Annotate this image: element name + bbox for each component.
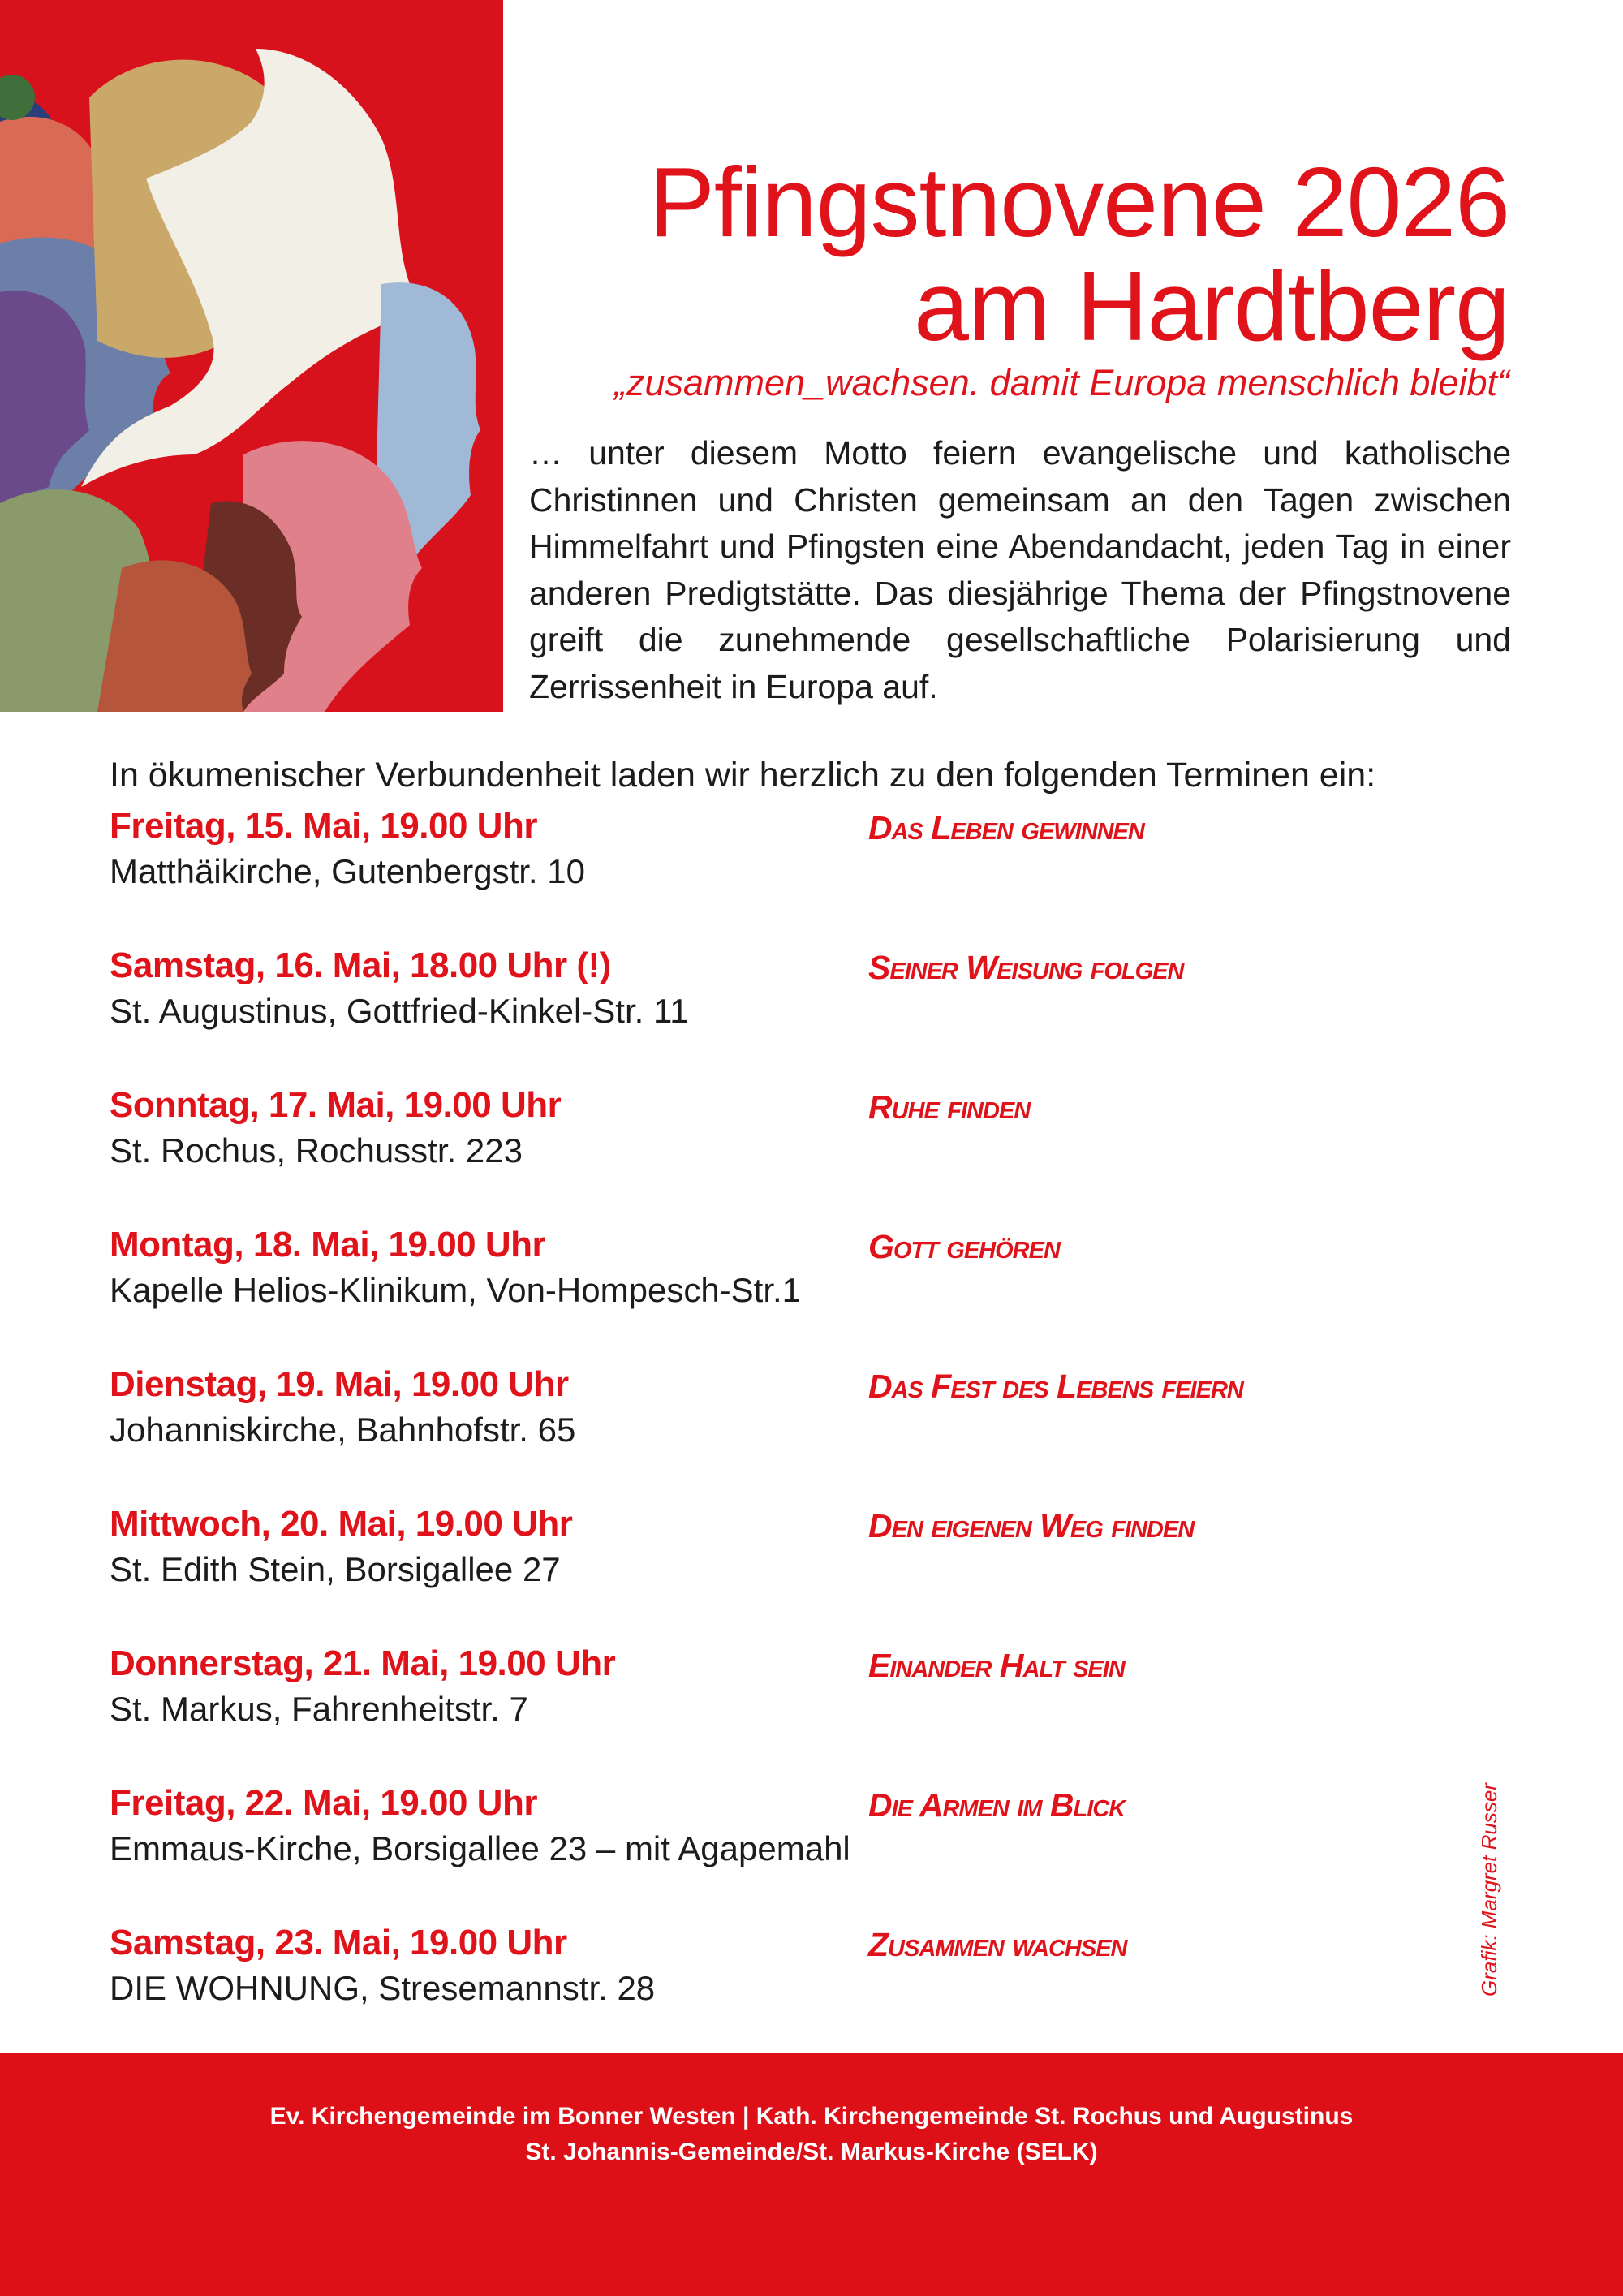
- event-item: [110, 1360, 1489, 1500]
- graphic-credit: Grafik: Margret Russer: [1477, 1783, 1501, 1997]
- event-theme: Den eigenen Weg finden: [868, 1507, 1195, 1544]
- event-theme: Zusammen wachsen: [868, 1926, 1127, 1963]
- event-list: [110, 802, 1489, 2058]
- footer-line-1: Ev. Kirchengemeinde im Bonner Westen | Kath. Kirchengemeinde St. Rochus und Augustinus: [269, 2103, 1354, 2130]
- event-date: Montag, 18. Mai, 19.00 Uhr: [110, 1225, 546, 1264]
- event-item: [110, 1779, 1489, 1919]
- event-place: St. Markus, Fahrenheitstr. 7: [110, 1690, 528, 1728]
- event-date: Samstag, 16. Mai, 18.00 Uhr (!): [110, 946, 611, 985]
- event-item: [110, 1221, 1489, 1360]
- title-line-1: Pfingstnovene 2026: [648, 147, 1509, 257]
- event-item: [110, 941, 1489, 1081]
- event-date: Dienstag, 19. Mai, 19.00 Uhr: [110, 1364, 569, 1404]
- event-item: [110, 802, 1489, 941]
- invitation-text: In ökumenischer Verbundenheit laden wir herzlich zu den folgenden Terminen ein:: [110, 756, 1376, 795]
- event-place: Matthäikirche, Gutenbergstr. 10: [110, 852, 585, 890]
- footer-banner: [0, 2053, 1623, 2296]
- cover-illustration: [0, 0, 503, 712]
- page-title: [536, 147, 1509, 361]
- event-date: Samstag, 23. Mai, 19.00 Uhr: [110, 1923, 567, 1962]
- motto: „zusammen_wachsen. damit Europa menschlich bleibt“: [613, 362, 1509, 403]
- event-place: St. Rochus, Rochusstr. 223: [110, 1131, 523, 1170]
- event-place: St. Augustinus, Gottfried-Kinkel-Str. 11: [110, 992, 689, 1030]
- event-item: [110, 1500, 1489, 1639]
- intro-paragraph: … unter diesem Motto feiern evangelische und katholische Christinnen und Christen gemeinsam an den Tagen zwischen Himmelfahrt und Pfingsten eine Abendandacht, jeden Tag in einer anderen Predigtstätte. Das diesjährige Thema der Pfingstnovene greift die zunehmende gesellschaftliche Polarisierung und Zerrissenheit in Europa auf.: [529, 434, 1511, 705]
- event-theme: Einander Halt sein: [868, 1647, 1125, 1684]
- event-date: Mittwoch, 20. Mai, 19.00 Uhr: [110, 1504, 573, 1544]
- event-place: Johanniskirche, Bahnhofstr. 65: [110, 1411, 576, 1449]
- event-date: Sonntag, 17. Mai, 19.00 Uhr: [110, 1085, 562, 1125]
- event-item: [110, 1081, 1489, 1221]
- event-date: Donnerstag, 21. Mai, 19.00 Uhr: [110, 1643, 616, 1683]
- event-place: St. Edith Stein, Borsigallee 27: [110, 1550, 561, 1588]
- title-line-2: am Hardtberg: [914, 251, 1509, 361]
- faces-and-dove-illustration: [0, 0, 503, 712]
- event-place: Emmaus-Kirche, Borsigallee 23 – mit Agapemahl: [110, 1829, 850, 1867]
- event-theme: Gott gehören: [868, 1228, 1060, 1265]
- event-item: [110, 1639, 1489, 1779]
- event-theme: Ruhe finden: [868, 1088, 1031, 1126]
- event-place: DIE WOHNUNG, Stresemannstr. 28: [110, 1969, 656, 2007]
- event-date: Freitag, 15. Mai, 19.00 Uhr: [110, 806, 537, 846]
- event-item: [110, 1919, 1489, 2058]
- event-theme: Das Fest des Lebens feiern: [868, 1368, 1243, 1405]
- event-theme: Die Armen im Blick: [868, 1786, 1126, 1824]
- event-date: Freitag, 22. Mai, 19.00 Uhr: [110, 1783, 537, 1823]
- event-place: Kapelle Helios-Klinikum, Von-Hompesch-Str.1: [110, 1271, 802, 1309]
- event-theme: Das Leben gewinnen: [868, 809, 1144, 846]
- footer-line-2: St. Johannis-Gemeinde/St. Markus-Kirche (SELK): [525, 2139, 1098, 2165]
- event-theme: Seiner Weisung folgen: [868, 949, 1184, 986]
